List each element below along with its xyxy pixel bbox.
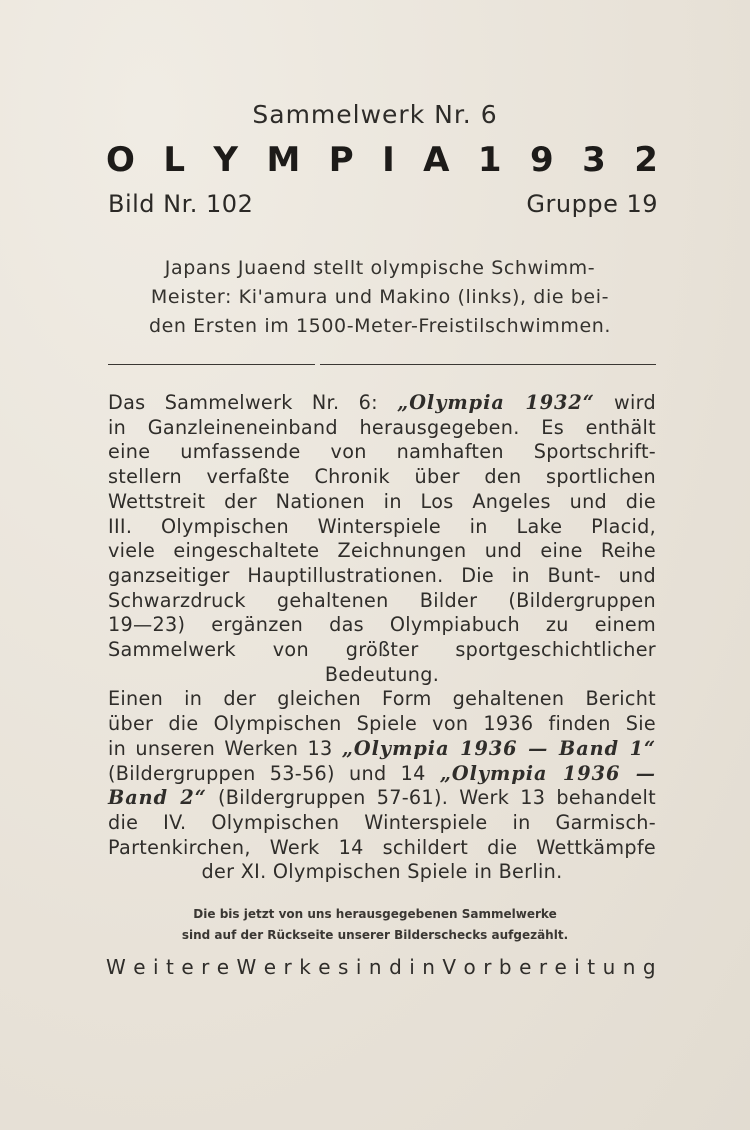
letter: k	[299, 955, 311, 979]
body-line: der XI. Olympischen Spiele in Berlin.	[201, 860, 563, 884]
body-text: Das Sammelwerk Nr. 6:	[108, 391, 398, 414]
body-line: 19—23) ergänzen das Olympiabuch zu einem	[108, 613, 656, 637]
letter: n	[422, 955, 435, 979]
letter: r	[283, 955, 292, 979]
letter: 3	[582, 140, 606, 180]
body-line: die IV. Olympischen Winterspiele in Garmisch-	[108, 810, 656, 834]
body-text: (Bildergruppen 57-61). Werk 13 behandelt	[206, 786, 656, 810]
letter: W	[106, 955, 126, 979]
letter: r	[201, 955, 210, 979]
body-text: in unseren Werken 13	[108, 736, 342, 760]
letter: e	[133, 955, 146, 979]
body-line: Partenkirchen, Werk 14 schildert die Wettkämpfe	[108, 835, 656, 859]
letter: t	[587, 955, 596, 979]
body-line: Einen in der gleichen Form gehaltenen Bericht	[108, 687, 656, 711]
letter: A	[423, 140, 450, 180]
letter: o	[463, 955, 476, 979]
divider-left	[108, 364, 315, 365]
letter: d	[389, 955, 402, 979]
letter: Y	[213, 140, 239, 180]
letter: e	[263, 955, 277, 979]
letter: i	[355, 955, 362, 979]
letter: i	[574, 955, 580, 979]
body-line	[108, 762, 656, 787]
letter: P	[328, 140, 354, 180]
caption-line: Meister: Ki'amura und Makino (links), die bei-	[150, 286, 610, 308]
letter: e	[318, 955, 331, 979]
footnote	[0, 904, 750, 946]
body-text: (Bildergruppen 53-56) und 14	[108, 761, 440, 785]
letter: O	[106, 140, 135, 180]
main-title	[106, 140, 658, 180]
letter: 2	[634, 140, 658, 180]
body-line: Wettstreit der Nationen in Los Angeles und die	[108, 489, 656, 513]
letter: L	[163, 140, 185, 180]
letter: n	[368, 955, 382, 979]
body-line	[108, 737, 656, 762]
letter: b	[498, 955, 512, 979]
letter: g	[642, 955, 656, 979]
book-title-band-1: „Olympia 1936 — Band 1“	[341, 736, 656, 760]
letter: e	[554, 955, 567, 979]
footer-text	[106, 955, 656, 979]
body-line: in Ganzleineneinband herausgegeben. Es enthält	[108, 415, 656, 439]
caption-line: Japans Juaend stellt olympische Schwimm-	[164, 257, 596, 279]
letter: W	[236, 955, 257, 979]
footnote-line: sind auf der Rückseite unserer Bilderschecks aufgezählt.	[181, 928, 569, 942]
letter: e	[216, 955, 230, 979]
letter: u	[602, 955, 616, 979]
body-line	[108, 391, 656, 416]
series-title: Sammelwerk Nr. 6	[252, 100, 498, 129]
body-line: ganzseitiger Hauptillustrationen. Die in Bunt- und	[108, 563, 656, 587]
body-text: wird	[594, 391, 656, 414]
letter: V	[442, 955, 457, 979]
letter: r	[483, 955, 492, 979]
letter: 9	[530, 140, 554, 180]
body-line: Schwarzdruck gehaltenen Bilder (Bildergruppen	[108, 588, 656, 612]
divider-right	[320, 364, 656, 365]
letter: 1	[477, 140, 502, 180]
book-title-band-2-cont: Band 2“	[108, 786, 207, 810]
letter: t	[166, 955, 174, 979]
description-text	[108, 391, 656, 885]
body-line	[108, 786, 656, 811]
body-line: Bedeutung.	[324, 662, 440, 686]
body-line: III. Olympischen Winterspiele in Lake Placid,	[108, 514, 656, 538]
body-line: Sammelwerk von größter sportgeschichtlicher	[108, 638, 656, 662]
letter: e	[519, 955, 532, 979]
footnote-line: Die bis jetzt von uns herausgegebenen Sammelwerke	[193, 907, 557, 921]
book-title-olympia-1932: „Olympia 1932“	[397, 391, 595, 414]
letter: i	[409, 955, 415, 979]
letter: n	[622, 955, 636, 979]
book-title-band-2: „Olympia 1936 —	[439, 761, 656, 785]
letter: M	[266, 140, 301, 180]
letter: r	[538, 955, 548, 979]
letter: e	[181, 955, 194, 979]
letter: I	[382, 140, 395, 180]
body-line: stellern verfaßte Chronik über den sportlichen	[108, 465, 656, 489]
body-line: eine umfassende von namhaften Sportschrift-	[108, 440, 656, 464]
letter: s	[338, 955, 349, 979]
picture-number: Bild Nr. 102	[108, 190, 254, 218]
letter: i	[153, 955, 159, 979]
group-number: Gruppe 19	[526, 190, 658, 218]
body-line: über die Olympischen Spiele von 1936 finden Sie	[108, 712, 656, 736]
picture-caption	[110, 254, 650, 341]
caption-line: den Ersten im 1500-Meter-Freistilschwimmen.	[148, 315, 612, 337]
body-line: viele eingeschaltete Zeichnungen und eine Reihe	[108, 539, 656, 563]
